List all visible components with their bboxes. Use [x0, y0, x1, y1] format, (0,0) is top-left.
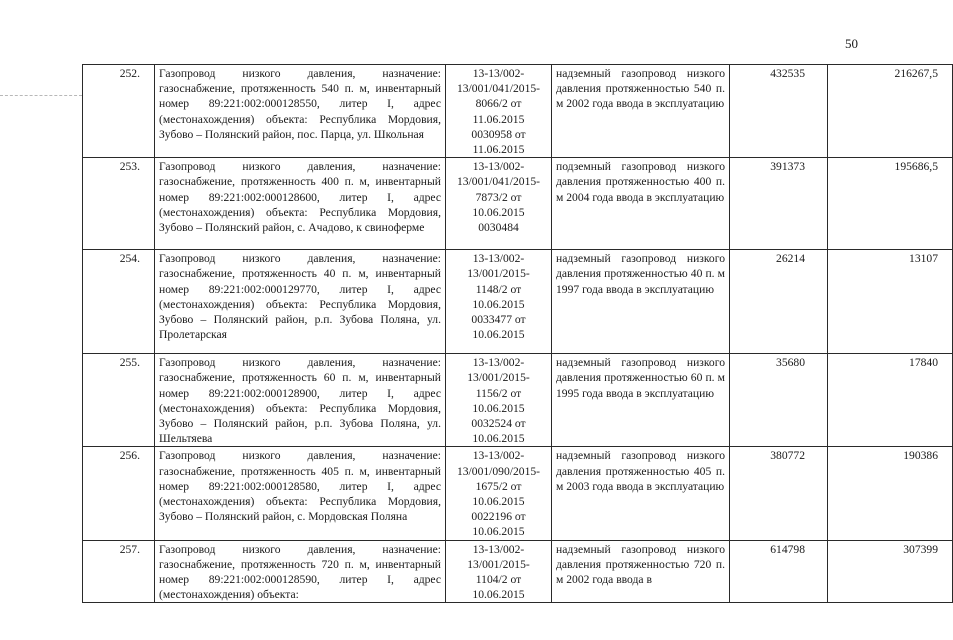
registration-cell [446, 447, 552, 540]
description-cell: надземный газопровод низкого давления протяженностью 720 п. м 2002 года ввода в [552, 540, 730, 603]
registration-line: 0032524 от [471, 417, 526, 431]
row-number-cell: 257. [83, 540, 155, 603]
row-number-cell: 252. [83, 65, 155, 158]
registration-line: 13-13/002- [472, 542, 525, 556]
registration-line: 10.06.2015 [472, 297, 525, 311]
description-cell: подземный газопровод низкого давления протяженностью 400 п. м 2004 года ввода в эксплуатацию [552, 158, 730, 250]
object-name-cell: Газопровод низкого давления, назначение: газоснабжение, протяженность 60 п. м, инвентарный номер 89:221:002:000128900, литер I, адрес (местонахождения) объекта: Республика Мордовия, Зубово – Полянский район, р.п. Зубова Поляна, ул. Шельтяева [155, 354, 446, 447]
value-a-cell: 380772 [730, 447, 828, 540]
description-cell: надземный газопровод низкого давления протяженностью 40 п. м 1997 года ввода в эксплуатацию [552, 250, 730, 354]
value-a-cell: 26214 [730, 250, 828, 354]
registration-line: 10.06.2015 [472, 495, 525, 509]
margin-mark [0, 95, 82, 96]
registration-line: 0033477 от [471, 313, 526, 327]
table-row [83, 447, 953, 540]
value-a-cell: 391373 [730, 158, 828, 250]
registry-table-body [83, 65, 953, 603]
table-row [83, 65, 953, 158]
value-b-cell: 216267,5 [828, 65, 953, 158]
registration-line: 8066/2 от [475, 97, 522, 111]
registration-line: 0022196 от [471, 510, 526, 524]
table-row [83, 354, 953, 447]
row-number-cell: 253. [83, 158, 155, 250]
registration-line: 7873/2 от [475, 190, 522, 204]
description-cell: надземный газопровод низкого давления протяженностью 60 п. м 1995 года ввода в эксплуатацию [552, 354, 730, 447]
table-row [83, 250, 953, 354]
row-number-cell: 256. [83, 447, 155, 540]
object-name-cell: Газопровод низкого давления, назначение: газоснабжение, протяженность 400 п. м, инвентарный номер 89:221:002:000128600, литер I, адрес (местонахождения) объекта: Республика Мордовия, Зубово – Полянский район, с. Ачадово, к свиноферме [155, 158, 446, 250]
registration-line: 13-13/002- [472, 356, 525, 370]
registration-cell [446, 540, 552, 603]
registration-line: 10.06.2015 [472, 205, 525, 219]
registration-cell [446, 65, 552, 158]
registration-line: 13/001/041/2015- [456, 175, 541, 189]
registration-line: 13-13/002- [472, 252, 525, 266]
value-b-cell: 195686,5 [828, 158, 953, 250]
page-number: 50 [845, 36, 858, 51]
registration-line: 0030484 [478, 221, 519, 235]
registration-line: 13/001/2015- [467, 267, 530, 281]
object-name-cell: Газопровод низкого давления, назначение: газоснабжение, протяженность 540 п. м, инвентарный номер 89:221:002:000128550, литер I, адрес (местонахождения) объекта: Республика Мордовия, Зубово – Полянский район, пос. Парца, ул. Школьная [155, 65, 446, 158]
registration-line: 1148/2 от [475, 282, 522, 296]
object-name-cell: Газопровод низкого давления, назначение: газоснабжение, протяженность 720 п. м, инвентарный номер 89:221:002:000128590, литер I, адрес (местонахождения) объекта: [155, 540, 446, 603]
row-number-cell: 255. [83, 354, 155, 447]
registration-line: 1104/2 от [475, 573, 522, 587]
registration-line: 10.06.2015 [472, 525, 525, 539]
object-name-cell: Газопровод низкого давления, назначение: газоснабжение, протяженность 405 п. м, инвентарный номер 89:221:002:000128580, литер I, адрес (местонахождения) объекта: Республика Мордовия, Зубово – Полянский район, с. Мордовская Поляна [155, 447, 446, 540]
value-a-cell: 614798 [730, 540, 828, 603]
table-row [83, 158, 953, 250]
row-number-cell: 254. [83, 250, 155, 354]
registration-cell [446, 250, 552, 354]
description-cell: надземный газопровод низкого давления протяженностью 540 п. м 2002 года ввода в эксплуатацию [552, 65, 730, 158]
registry-table [82, 64, 953, 603]
registration-line: 10.06.2015 [472, 328, 525, 342]
value-b-cell: 17840 [828, 354, 953, 447]
value-b-cell: 307399 [828, 540, 953, 603]
registration-line: 13-13/002- [472, 160, 525, 174]
registration-line: 11.06.2015 [472, 143, 525, 157]
registration-line: 1156/2 от [475, 386, 522, 400]
object-name-cell: Газопровод низкого давления, назначение: газоснабжение, протяженность 40 п. м, инвентарный номер 89:221:002:000129770, литер I, адрес (местонахождения) объекта: Республика Мордовия, Зубово – Полянский район, р.п. Зубова Поляна, ул. Пролетарская [155, 250, 446, 354]
value-b-cell: 13107 [828, 250, 953, 354]
value-b-cell: 190386 [828, 447, 953, 540]
registration-line: 10.06.2015 [472, 432, 525, 446]
registration-line: 13/001/2015- [467, 557, 530, 571]
registration-line: 13/001/2015- [467, 371, 530, 385]
registration-line: 13/001/090/2015- [456, 464, 541, 478]
registration-line: 10.06.2015 [472, 401, 525, 415]
value-a-cell: 432535 [730, 65, 828, 158]
registration-line: 13/001/041/2015- [456, 82, 541, 96]
registration-line: 10.06.2015 [472, 588, 525, 602]
registration-cell [446, 354, 552, 447]
registration-line: 1675/2 от [475, 479, 522, 493]
table-row [83, 540, 953, 603]
registration-line: 13-13/002- [472, 67, 525, 80]
registration-line: 11.06.2015 [472, 112, 525, 126]
registration-line: 0030958 от [471, 127, 526, 141]
registration-line: 13-13/002- [472, 449, 525, 463]
value-a-cell: 35680 [730, 354, 828, 447]
registration-cell [446, 158, 552, 250]
description-cell: надземный газопровод низкого давления протяженностью 405 п. м 2003 года ввода в эксплуатацию [552, 447, 730, 540]
